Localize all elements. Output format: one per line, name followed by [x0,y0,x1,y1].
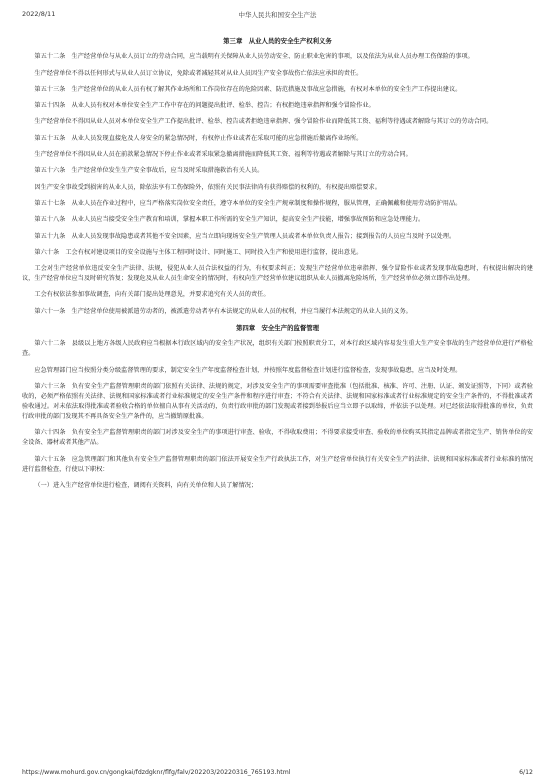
article-paragraph: 第五十四条 从业人员有权对本单位安全生产工作中存在的问题提出批评、检举、控告；有权拒绝违章指挥和强令冒险作业。 [34,102,375,110]
article-paragraph: 第五十三条 生产经营单位的从业人员有权了解其作业场所和工作岗位存在的危险因素、防范措施及事故应急措施，有权对本单位的安全生产工作提出建议。 [34,85,462,93]
article-paragraph: 第五十二条 生产经营单位与从业人员订立的劳动合同，应当载明有关保障从业人员劳动安全、防止职业危害的事项，以及依法为从业人员办理工伤保险的事项。 [34,53,474,61]
article-paragraph: 第六十三条 负有安全生产监督管理职责的部门依照有关法律、法规的规定，对涉及安全生产的事项需要审查批准（包括批准、核准、许可、注册、认证、颁发证照等，下同）或者验收的，必须严格依照有关法律、法规和国家标准或者行业标准规定的安全生产条件和程序进行审查；不符合有关法律、法规和国家标准或者行业标准规定的安全生产条件的，不得批准或者验收通过。对未依法取得批准或者验收合格的单位擅自从事有关活动的，负责行政审批的部门发现或者接到举报后应当立即予以取缔，并依法予以处理。对已经依法取得批准的单位，负责行政审批的部门发现其不再具备安全生产条件的，应当撤销原批准。 [22,382,533,420]
article-paragraph: （一）进入生产经营单位进行检查，调阅有关资料，向有关单位和人员了解情况； [34,481,258,489]
article-paragraph: 第五十五条 从业人员发现直接危及人身安全的紧急情况时，有权停止作业或者在采取可能的应急措施后撤离作业场所。 [34,134,363,142]
article-paragraph: 工会有权依法参加事故调查，向有关部门提出处理意见，并要求追究有关人员的责任。 [34,291,270,299]
article-paragraph: 应急管理部门应当按照分类分级监督管理的要求，制定安全生产年度监督检查计划，并按照年度监督检查计划进行监督检查，发现事故隐患，应当及时处理。 [34,366,462,374]
page-url: https://www.mohurd.gov.cn/gongkai/fdzdgknr/flfg/falv/202203/20220316_765193.html [22,769,291,776]
page-footer [22,769,533,776]
article-paragraph: 第五十六条 生产经营单位发生生产安全事故后，应当及时采取措施救治有关人员。 [34,167,264,175]
chapter-heading: 第四章 安全生产的监督管理 [235,324,320,333]
article-paragraph: 因生产安全事故受到损害的从业人员，除依法享有工伤保险外，依照有关民事法律尚有获得赔偿的权利的，有权提出赔偿要求。 [34,183,381,191]
article-paragraph: 第六十条 工会有权对建设项目的安全设施与主体工程同时设计、同时施工、同时投入生产和使用进行监督，提出意见。 [34,248,363,256]
article-paragraph: 第六十五条 应急管理部门和其他负有安全生产监督管理职责的部门依法开展安全生产行政执法工作，对生产经营单位执行有关安全生产的法律、法规和国家标准或者行业标准的情况进行监督检查，行使以下职权： [22,455,533,473]
article-paragraph: 生产经营单位不得因从业人员对本单位安全生产工作提出批评、检举、控告或者拒绝违章指挥、强令冒险作业而降低其工资、福利等待遇或者解除与其订立的劳动合同。 [34,118,493,126]
document-body [22,36,533,497]
article-paragraph: 工会对生产经营单位违反安全生产法律、法规，侵犯从业人员合法权益的行为，有权要求纠正；发现生产经营单位违章指挥、强令冒险作业或者发现事故隐患时，有权提出解决的建议，生产经营单位应当及时研究答复；发现危及从业人员生命安全的情况时，有权向生产经营单位建议组织从业人员撤离危险场所，生产经营单位必须立即作出处理。 [22,265,533,283]
article-paragraph: 第五十九条 从业人员发现事故隐患或者其他不安全因素，应当立即向现场安全生产管理人员或者本单位负责人报告；接到报告的人员应当及时予以处理。 [34,232,456,240]
article-paragraph: 第六十一条 生产经营单位使用被派遣劳动者的，被派遣劳动者享有本法规定的从业人员的权利，并应当履行本法规定的从业人员的义务。 [34,307,412,315]
article-paragraph: 第五十七条 从业人员在作业过程中，应当严格落实岗位安全责任，遵守本单位的安全生产规章制度和操作规程，服从管理，正确佩戴和使用劳动防护用品。 [34,199,462,207]
article-paragraph: 生产经营单位不得以任何形式与从业人员订立协议，免除或者减轻其对从业人员因生产安全事故伤亡依法应承担的责任。 [34,69,363,77]
article-paragraph: 第五十八条 从业人员应当接受安全生产教育和培训，掌握本职工作所需的安全生产知识，提高安全生产技能，增强事故预防和应急处理能力。 [34,216,425,224]
page-header [22,10,533,18]
page-number: 6/12 [519,769,533,776]
print-date: 2022/8/11 [22,10,56,18]
article-paragraph: 第六十二条 县级以上地方各级人民政府应当根据本行政区域内的安全生产状况，组织有关部门按照职责分工，对本行政区域内容易发生重大生产安全事故的生产经营单位进行严格检查。 [22,340,533,358]
article-paragraph: 生产经营单位不得因从业人员在前款紧急情况下停止作业或者采取紧急撤离措施而降低其工资、福利等待遇或者解除与其订立的劳动合同。 [34,151,412,159]
page-title: 中华人民共和国安全生产法 [238,11,317,19]
article-paragraph: 第六十四条 负有安全生产监督管理职责的部门对涉及安全生产的事项进行审查、验收，不得收取费用；不得要求接受审查、验收的单位购买其指定品牌或者指定生产、销售单位的安全设备、器材或者其他产品。 [22,429,533,447]
chapter-heading: 第三章 从业人员的安全生产权利义务 [223,37,332,45]
